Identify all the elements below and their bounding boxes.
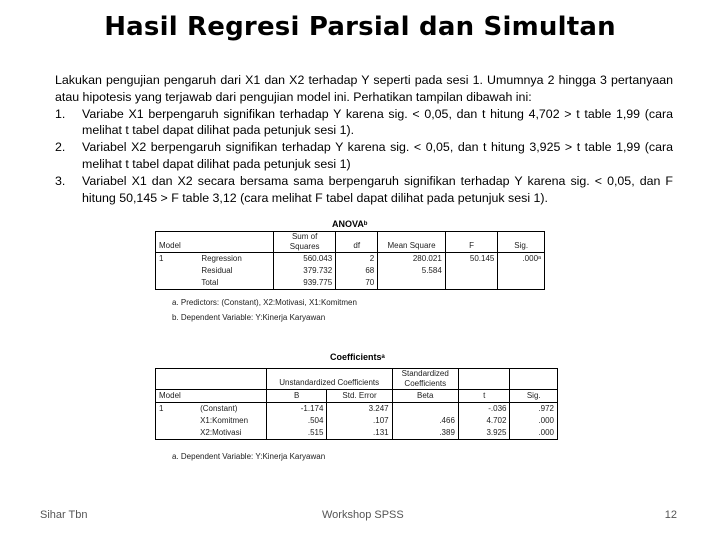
header-spacer <box>198 232 273 253</box>
findings-list <box>55 106 673 207</box>
header-unstandardized: Unstandardized Coefficients <box>266 369 392 390</box>
model-number: 1 <box>159 254 164 263</box>
cell-mean-square: 5.584 <box>378 265 446 277</box>
header-sum-squares: Sum of Squares <box>274 232 336 253</box>
row-label: X1:Komitmen <box>200 416 249 425</box>
list-number: 1. <box>55 106 66 121</box>
cell-sig: .972 <box>510 403 558 416</box>
cell-sig <box>498 265 545 277</box>
cell-t: 3.925 <box>458 427 510 440</box>
list-number: 3. <box>55 173 66 188</box>
row-label: Regression <box>201 254 242 263</box>
header-t: t <box>458 390 510 403</box>
list-item <box>55 139 673 173</box>
table-row <box>156 403 558 416</box>
cell-std-error: 3.247 <box>327 403 392 416</box>
row-label: Total <box>201 278 219 287</box>
header-b: B <box>266 390 327 403</box>
cell-b: -1.174 <box>266 403 327 416</box>
list-item <box>55 173 673 207</box>
model-number: 1 <box>159 404 164 413</box>
header-model: Model <box>159 241 181 250</box>
list-item <box>55 106 673 140</box>
page-number: 12 <box>664 509 677 521</box>
cell-std-error: .107 <box>327 415 392 427</box>
slide-body <box>55 72 673 206</box>
cell-mean-square <box>378 277 446 290</box>
cell-beta: .466 <box>392 415 458 427</box>
row-label: Residual <box>201 266 233 275</box>
cell-mean-square: 280.021 <box>378 253 446 266</box>
footer-author: Sihar Tbn <box>40 509 88 521</box>
header-df: df <box>336 232 378 253</box>
header-sig: Sig. <box>510 390 558 403</box>
cell-t: 4.702 <box>458 415 510 427</box>
table-row <box>156 427 558 440</box>
cell-sig: .000 <box>510 415 558 427</box>
footer-center: Workshop SPSS <box>322 509 404 521</box>
header-mean-square: Mean Square <box>378 232 446 253</box>
row-label: (Constant) <box>200 404 238 413</box>
cell-df: 2 <box>336 253 378 266</box>
list-number: 2. <box>55 140 66 155</box>
cell-sig: .000ᵃ <box>498 253 545 266</box>
table-row <box>156 415 558 427</box>
header-std-error: Std. Error <box>327 390 392 403</box>
cell-f <box>445 265 498 277</box>
slide-title: Hasil Regresi Parsial dan Simultan <box>104 12 616 42</box>
cell-b: .515 <box>266 427 327 440</box>
table-header-row <box>156 369 558 390</box>
anova-note-a: a. Predictors: (Constant), X2:Motivasi, X1:Komitmen <box>172 298 357 307</box>
cell-beta: .389 <box>392 427 458 440</box>
cell-sum-squares: 939.775 <box>274 277 336 290</box>
cell-sig: .000 <box>510 427 558 440</box>
table-row <box>156 265 545 277</box>
cell-f <box>445 277 498 290</box>
header-standardized: Standardized Coefficients <box>392 369 458 390</box>
anova-note-b: b. Dependent Variable: Y:Kinerja Karyawan <box>172 313 326 322</box>
cell-sum-squares: 560.043 <box>274 253 336 266</box>
row-label: X2:Motivasi <box>200 428 242 437</box>
header-f: F <box>445 232 498 253</box>
cell-b: .504 <box>266 415 327 427</box>
anova-title: ANOVAᵇ <box>332 219 368 229</box>
coefficients-note-a: a. Dependent Variable: Y:Kinerja Karyawan <box>172 452 326 461</box>
header-sig: Sig. <box>498 232 545 253</box>
coefficients-table <box>155 368 558 440</box>
anova-table <box>155 231 545 290</box>
coefficients-title: Coefficientsᵃ <box>330 352 385 362</box>
table-row <box>156 253 545 266</box>
header-model: Model <box>159 391 181 400</box>
cell-sum-squares: 379.732 <box>274 265 336 277</box>
list-text: Variabel X2 berpengaruh signifikan terhadap Y karena sig. < 0,05, dan t hitung 3,925 > t table 1,99 (cara melihat t tabel dapat dilihat pada petunjuk sesi 1) <box>82 140 673 171</box>
cell-df: 70 <box>336 277 378 290</box>
cell-df: 68 <box>336 265 378 277</box>
table-header-row <box>156 232 545 253</box>
cell-f: 50.145 <box>445 253 498 266</box>
cell-beta <box>392 403 458 416</box>
cell-t: -.036 <box>458 403 510 416</box>
header-beta: Beta <box>392 390 458 403</box>
list-text: Variabe X1 berpengaruh signifikan terhadap Y karena sig. < 0,05, dan t hitung 4,702 > t table 1,99 (cara melihat t tabel dapat dilihat pada petunjuk sesi 1). <box>82 106 673 138</box>
table-row <box>156 277 545 290</box>
cell-std-error: .131 <box>327 427 392 440</box>
cell-sig <box>498 277 545 290</box>
list-text: Variabel X1 dan X2 secara bersama sama berpengaruh signifikan terhadap Y karena sig. < 0,05, dan F hitung 50,145 > F table 3,12 (cara melihat F tabel dapat dilihat pada petunjuk sesi 1). <box>82 173 673 205</box>
table-subheader-row <box>156 390 558 403</box>
intro-paragraph: Lakukan pengujian pengaruh dari X1 dan X2 terhadap Y seperti pada sesi 1. Umumnya 2 hingga 3 pertanyaan atau hipotesis yang terjawab dari pengujian model ini. Perhatikan tampilan dibawah ini: <box>55 73 673 104</box>
